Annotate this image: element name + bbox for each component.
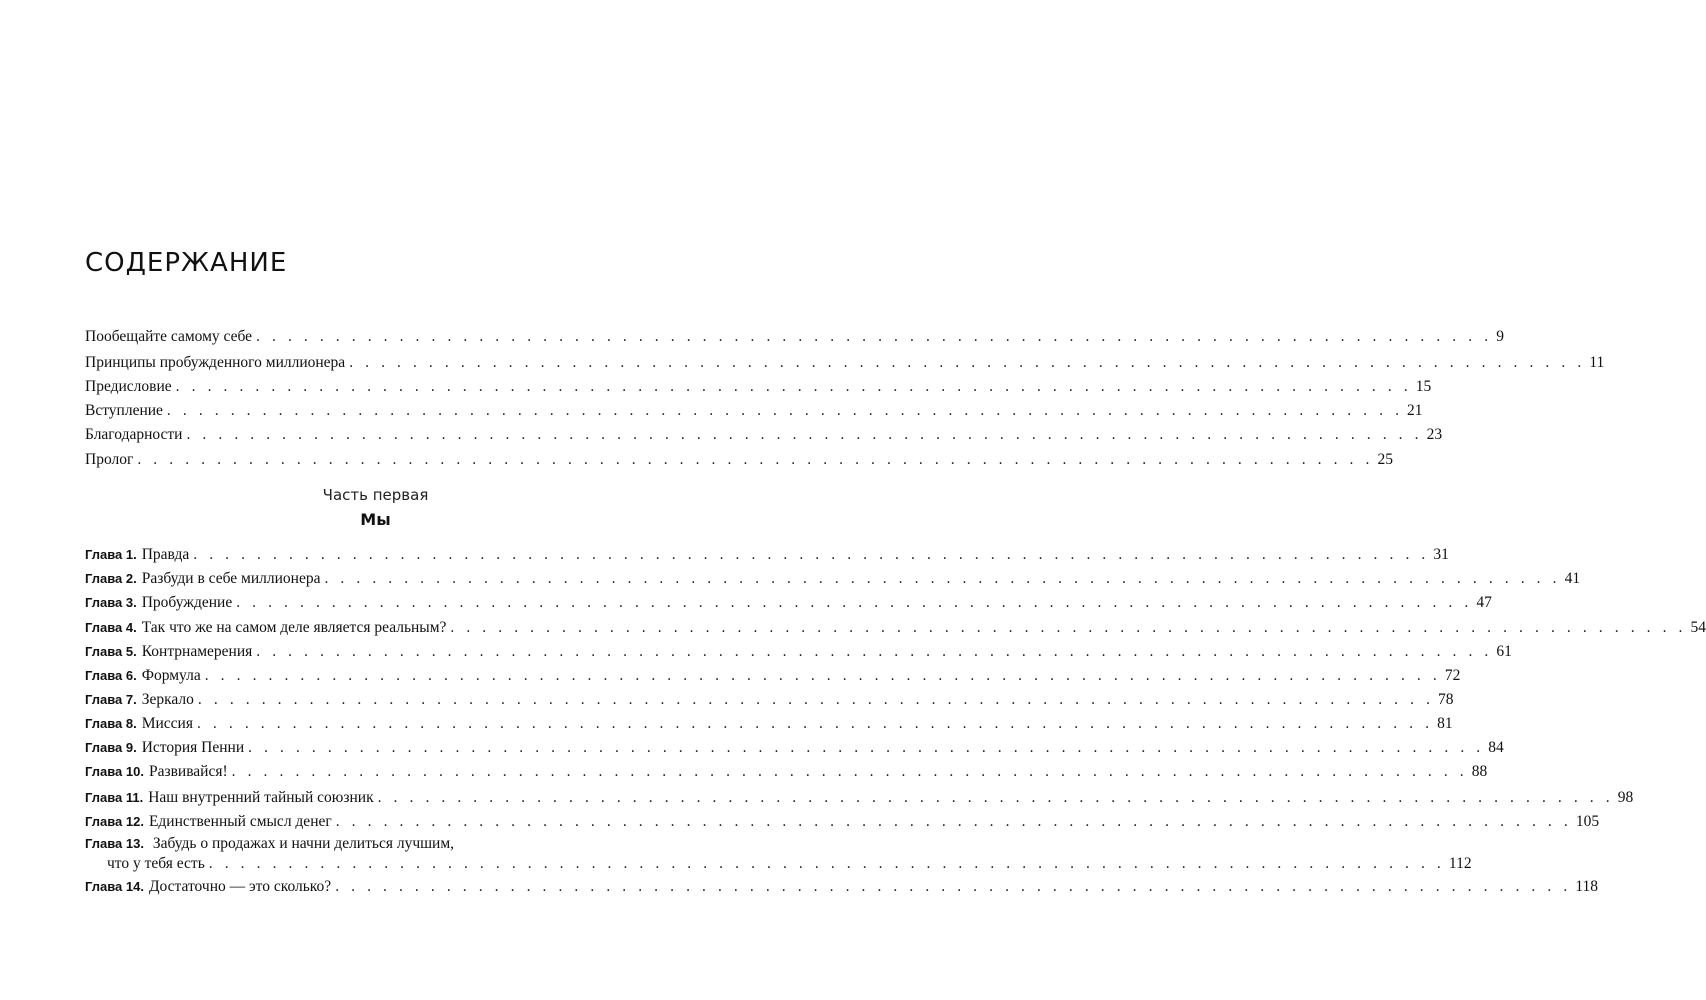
chapter-page: 112 <box>1448 855 1472 872</box>
chapter-label: Глава 6. <box>85 668 137 683</box>
chapter-title: Пробуждение <box>141 594 233 611</box>
toc-chapter[interactable] <box>85 545 1449 565</box>
chapter-label: Глава 5. <box>85 644 137 659</box>
chapter-title: Наш внутренний тайный союзник <box>148 789 374 806</box>
dot-leader: . . . . . . . . . . . . . . . . . . . . . . . . . . . . . . . . . . . . . . . . . . . . . . . . . . . . . . . . . . . . . . . . . . . . . . . . . . . . . . <box>377 789 1614 806</box>
toc-chapter[interactable] <box>85 738 1504 758</box>
toc-entry[interactable] <box>85 425 1443 445</box>
chapter-page: 78 <box>1438 691 1454 708</box>
chapter-label: Глава 1. <box>85 547 137 562</box>
toc-chapter[interactable] <box>85 762 1488 782</box>
dot-leader: . . . . . . . . . . . . . . . . . . . . . . . . . . . . . . . . . . . . . . . . . . . . . . . . . . . . . . . . . . . . . . . . . . . . . . . . . . . . . . <box>196 715 1434 732</box>
chapter-page: 118 <box>1575 878 1598 895</box>
chapter-title: Так что же на самом деле является реальным? <box>141 619 447 636</box>
toc-chapter[interactable] <box>85 642 1512 662</box>
dot-leader: . . . . . . . . . . . . . . . . . . . . . . . . . . . . . . . . . . . . . . . . . . . . . . . . . . . . . . . . . . . . . . . . . . . . . . . . . . . . . . <box>248 739 1485 756</box>
dot-leader: . . . . . . . . . . . . . . . . . . . . . . . . . . . . . . . . . . . . . . . . . . . . . . . . . . . . . . . . . . . . . . . . . . . . . . . . . . . . . . <box>193 546 1430 563</box>
toc-entry[interactable] <box>85 327 1504 347</box>
toc-entry-title: Принципы пробужденного миллионера <box>85 354 346 371</box>
chapter-label: Глава 11. <box>85 790 144 805</box>
chapter-label: Глава 3. <box>85 595 137 610</box>
dot-leader: . . . . . . . . . . . . . . . . . . . . . . . . . . . . . . . . . . . . . . . . . . . . . . . . . . . . . . . . . . . . . . . . . . . . . . . . . . . . . . <box>335 813 1572 830</box>
dot-leader: . . . . . . . . . . . . . . . . . . . . . . . . . . . . . . . . . . . . . . . . . . . . . . . . . . . . . . . . . . . . . . . . . . . . . . . . . . . . . . <box>166 402 1404 419</box>
toc-entry[interactable] <box>85 401 1423 421</box>
dot-leader: . . . . . . . . . . . . . . . . . . . . . . . . . . . . . . . . . . . . . . . . . . . . . . . . . . . . . . . . . . . . . . . . . . . . . . . . . . . . . . <box>335 878 1572 895</box>
chapter-title: Единственный смысл денег <box>148 813 332 830</box>
dot-leader: . . . . . . . . . . . . . . . . . . . . . . . . . . . . . . . . . . . . . . . . . . . . . . . . . . . . . . . . . . . . . . . . . . . . . . . . . . . . . . <box>231 763 1468 780</box>
toc-chapter[interactable] <box>85 569 1581 589</box>
toc-entry-page: 11 <box>1589 354 1605 371</box>
dot-leader: . . . . . . . . . . . . . . . . . . . . . . . . . . . . . . . . . . . . . . . . . . . . . . . . . . . . . . . . . . . . . . . . . . . . . . . . . . . . . . <box>236 594 1473 611</box>
part-title: Мы <box>360 510 391 529</box>
toc-chapter[interactable] <box>85 714 1453 734</box>
toc-entry-page: 25 <box>1377 451 1393 468</box>
dot-leader: . . . . . . . . . . . . . . . . . . . . . . . . . . . . . . . . . . . . . . . . . . . . . . . . . . . . . . . . . . . . . . . . . . . . . . . . . . . . . . <box>349 354 1586 371</box>
toc-chapter[interactable] <box>85 690 1454 710</box>
toc-entry[interactable] <box>85 377 1432 397</box>
chapter-page: 98 <box>1617 789 1634 806</box>
chapter-title: Разбуди в себе миллионера <box>141 570 321 587</box>
toc-entry-title: Пролог <box>85 451 134 468</box>
chapter-title: Контрнамерения <box>141 643 253 660</box>
toc-entry-page: 9 <box>1496 328 1504 345</box>
toc-chapter[interactable] <box>85 834 1472 874</box>
dot-leader: . . . . . . . . . . . . . . . . . . . . . . . . . . . . . . . . . . . . . . . . . . . . . . . . . . . . . . . . . . . . . . . . . . . . . . . . . . . . . . <box>197 691 1435 708</box>
chapter-title: История Пенни <box>141 739 245 756</box>
chapter-page: 47 <box>1476 594 1492 611</box>
page-title: СОДЕРЖАНИЕ <box>85 248 288 278</box>
toc-entry[interactable] <box>85 353 1605 373</box>
toc-entry-page: 15 <box>1415 378 1432 395</box>
dot-leader: . . . . . . . . . . . . . . . . . . . . . . . . . . . . . . . . . . . . . . . . . . . . . . . . . . . . . . . . . . . . . . . . . . . . . . . . . . . . . . <box>324 570 1561 587</box>
chapter-label: Глава 10. <box>85 764 144 779</box>
dot-leader: . . . . . . . . . . . . . . . . . . . . . . . . . . . . . . . . . . . . . . . . . . . . . . . . . . . . . . . . . . . . . . . . . . . . . . . . . . . . . . <box>204 667 1441 684</box>
chapter-label: Глава 2. <box>85 571 137 586</box>
toc-chapter[interactable] <box>85 618 1706 638</box>
chapter-title: Зеркало <box>141 691 194 708</box>
chapter-label: Глава 8. <box>85 716 137 731</box>
chapter-title-continuation: что у тебя есть <box>107 855 205 872</box>
chapter-title: Забудь о продажах и начни делиться лучшим, <box>152 835 455 852</box>
toc-entry-title: Вступление <box>85 402 163 419</box>
toc-entry-title: Пообещайте самому себе <box>85 328 253 345</box>
chapter-page: 105 <box>1575 813 1600 830</box>
chapter-page: 54 <box>1690 619 1706 636</box>
chapter-page: 72 <box>1444 667 1461 684</box>
toc-entry-page: 23 <box>1426 426 1443 443</box>
chapter-title: Правда <box>141 546 190 563</box>
dot-leader: . . . . . . . . . . . . . . . . . . . . . . . . . . . . . . . . . . . . . . . . . . . . . . . . . . . . . . . . . . . . . . . . . . . . . . . . . . . . . . <box>137 451 1374 468</box>
toc-chapter[interactable] <box>85 812 1600 832</box>
chapter-label: Глава 7. <box>85 692 137 707</box>
chapter-title: Миссия <box>141 715 193 732</box>
chapter-page: 84 <box>1488 739 1504 756</box>
chapter-title: Формула <box>141 667 201 684</box>
dot-leader: . . . . . . . . . . . . . . . . . . . . . . . . . . . . . . . . . . . . . . . . . . . . . . . . . . . . . . . . . . . . . . . . . . . . . . . . . . . . . . <box>175 378 1412 395</box>
chapter-page: 88 <box>1471 763 1488 780</box>
chapter-label: Глава 4. <box>85 620 137 635</box>
toc-chapter[interactable] <box>85 593 1492 613</box>
dot-leader: . . . . . . . . . . . . . . . . . . . . . . . . . . . . . . . . . . . . . . . . . . . . . . . . . . . . . . . . . . . . . . . . . . . . . . . . . . . . . . <box>450 619 1687 636</box>
chapter-label: Глава 14. <box>85 879 144 894</box>
chapter-label: Глава 13. <box>85 836 144 851</box>
toc-entry-title: Благодарности <box>85 426 183 443</box>
dot-leader: . . . . . . . . . . . . . . . . . . . . . . . . . . . . . . . . . . . . . . . . . . . . . . . . . . . . . . . . . . . . . . . . . . . . . . . . . . . . . . <box>256 328 1493 345</box>
toc-chapter[interactable] <box>85 788 1634 808</box>
part-label: Часть первая <box>322 486 429 504</box>
dot-leader: . . . . . . . . . . . . . . . . . . . . . . . . . . . . . . . . . . . . . . . . . . . . . . . . . . . . . . . . . . . . . . . . . . . . . . . . . . . . . . <box>256 643 1493 660</box>
chapter-label: Глава 12. <box>85 814 144 829</box>
chapter-page: 81 <box>1437 715 1453 732</box>
chapter-title: Достаточно — это сколько? <box>148 878 332 895</box>
chapter-page: 61 <box>1496 643 1512 660</box>
chapter-label: Глава 9. <box>85 740 137 755</box>
toc-entry-title: Предисловие <box>85 378 172 395</box>
chapter-title: Развивайся! <box>148 763 228 780</box>
toc-entry[interactable] <box>85 450 1393 470</box>
toc-chapter[interactable] <box>85 877 1598 897</box>
toc-entry-page: 21 <box>1407 402 1423 419</box>
chapter-page: 31 <box>1433 546 1449 563</box>
dot-leader: . . . . . . . . . . . . . . . . . . . . . . . . . . . . . . . . . . . . . . . . . . . . . . . . . . . . . . . . . . . . . . . . . . . . . . . . . . . . . . <box>186 426 1423 443</box>
toc-chapter[interactable] <box>85 666 1461 686</box>
dot-leader: . . . . . . . . . . . . . . . . . . . . . . . . . . . . . . . . . . . . . . . . . . . . . . . . . . . . . . . . . . . . . . . . . . . . . . . . . . . . . . <box>208 855 1445 872</box>
chapter-page: 41 <box>1564 570 1581 587</box>
